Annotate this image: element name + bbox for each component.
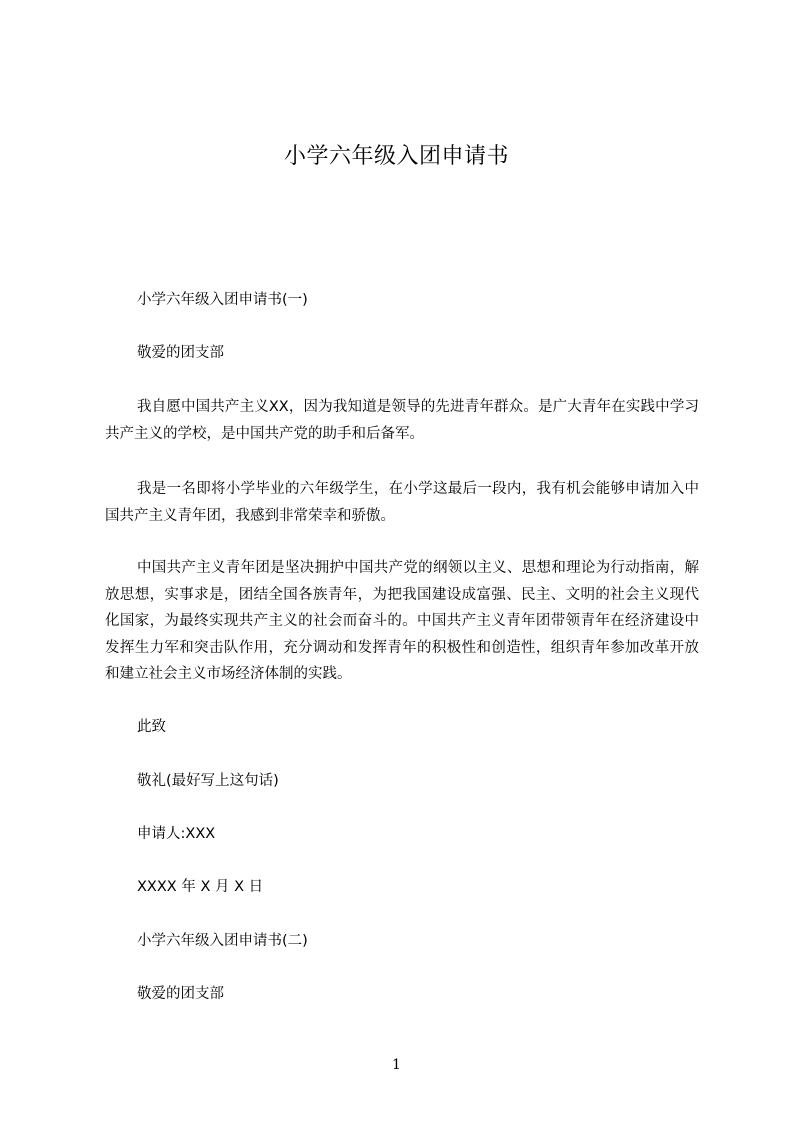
salutation-1: 敬爱的团支部 [137,345,224,361]
paragraph-3: 中国共产主义青年团是坚决拥护中国共产党的纲领以主义、思想和理论为行动指南，解放思想，实事求是，团结全国各族青年，为把我国建设成富强、民主、文明的社会主义现代化国家，为最终实现共产主义的社会而奋斗的。中国共产主义青年团带领青年在经济建设中发挥生力军和突击队作用，充分调动和发挥青年的积极性和创造性，组织青年参加改革开放和建立社会主义市场经济体制的实践。 [105,560,699,682]
section-heading-2: 小学六年级入团申请书(二) [137,933,308,949]
applicant-line: 申请人:XXX [137,826,216,842]
document-title: 小学六年级入团申请书 [283,144,509,169]
paragraph-2: 我是一名即将小学毕业的六年级学生，在小学这最后一段内，我有机会能够申请加入中国共产主义青年团，我感到非常荣幸和骄傲。 [105,481,699,524]
salutation-2: 敬爱的团支部 [137,986,224,1002]
section-heading-1: 小学六年级入团申请书(一) [137,292,308,308]
date-line: XXXX 年 X 月 X 日 [137,879,264,895]
paragraph-1: 我自愿中国共产主义XX，因为我知道是领导的先进青年群众。是广大青年在实践中学习共产主义的学校，是中国共产党的助手和后备军。 [105,399,699,442]
page-number: 1 [392,1057,401,1073]
closing-text: 此致 [137,719,166,735]
regards-text: 敬礼(最好写上这句话) [137,773,279,789]
